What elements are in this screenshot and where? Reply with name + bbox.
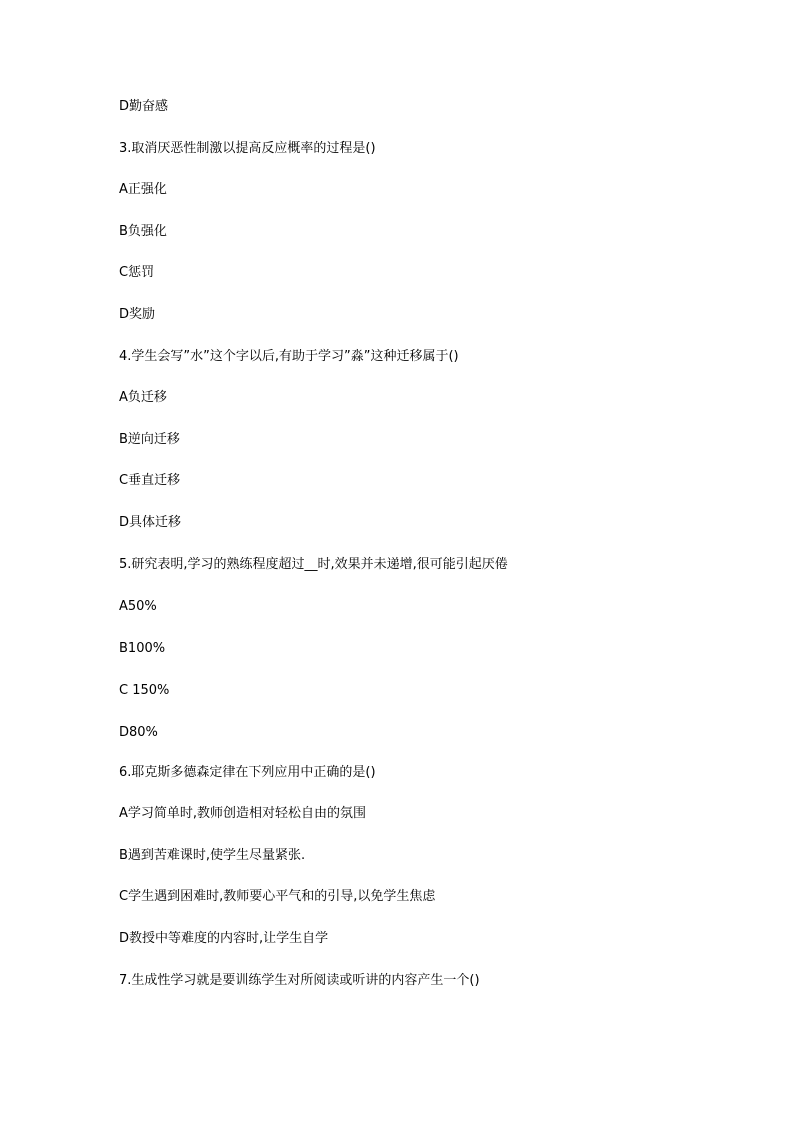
option-b-q4: B逆向迁移 <box>119 432 180 447</box>
question-7: 7.生成性学习就是要训练学生对所阅读或听讲的内容产生一个() <box>119 973 480 988</box>
option-c-q6: C学生遇到困难时,教师要心平气和的引导,以免学生焦虑 <box>119 889 436 904</box>
option-c-q4: C垂直迁移 <box>119 473 181 488</box>
option-a-q6: A学习简单时,教师创造相对轻松自由的氛围 <box>119 806 367 821</box>
question-3: 3.取消厌恶性制激以提高反应概率的过程是() <box>119 141 376 156</box>
question-5: 5.研究表明,学习的熟练程度超过__时,效果并未递增,很可能引起厌倦 <box>119 557 508 572</box>
option-b-q6: B遇到苦难课时,使学生尽量紧张. <box>119 848 306 863</box>
option-c-q5: C 150% <box>119 683 170 698</box>
option-a-q5: A50% <box>119 599 157 614</box>
option-d-q6: D教授中等难度的内容时,让学生自学 <box>119 931 329 946</box>
option-a-q3: A正强化 <box>119 182 167 197</box>
question-6: 6.耶克斯多德森定律在下列应用中正确的是() <box>119 765 376 780</box>
option-b-q3: B负强化 <box>119 224 167 239</box>
question-4: 4.学生会写”水”这个字以后,有助于学习”淼”这种迁移属于() <box>119 349 459 364</box>
option-b-q5: B100% <box>119 641 166 656</box>
option-d-q4: D具体迁移 <box>119 515 182 530</box>
option-c-q3: C惩罚 <box>119 265 155 280</box>
option-d-q2: D勤奋感 <box>119 99 169 114</box>
option-d-q5: D80% <box>119 725 158 740</box>
option-d-q3: D奖励 <box>119 307 156 322</box>
option-a-q4: A负迁移 <box>119 390 167 405</box>
